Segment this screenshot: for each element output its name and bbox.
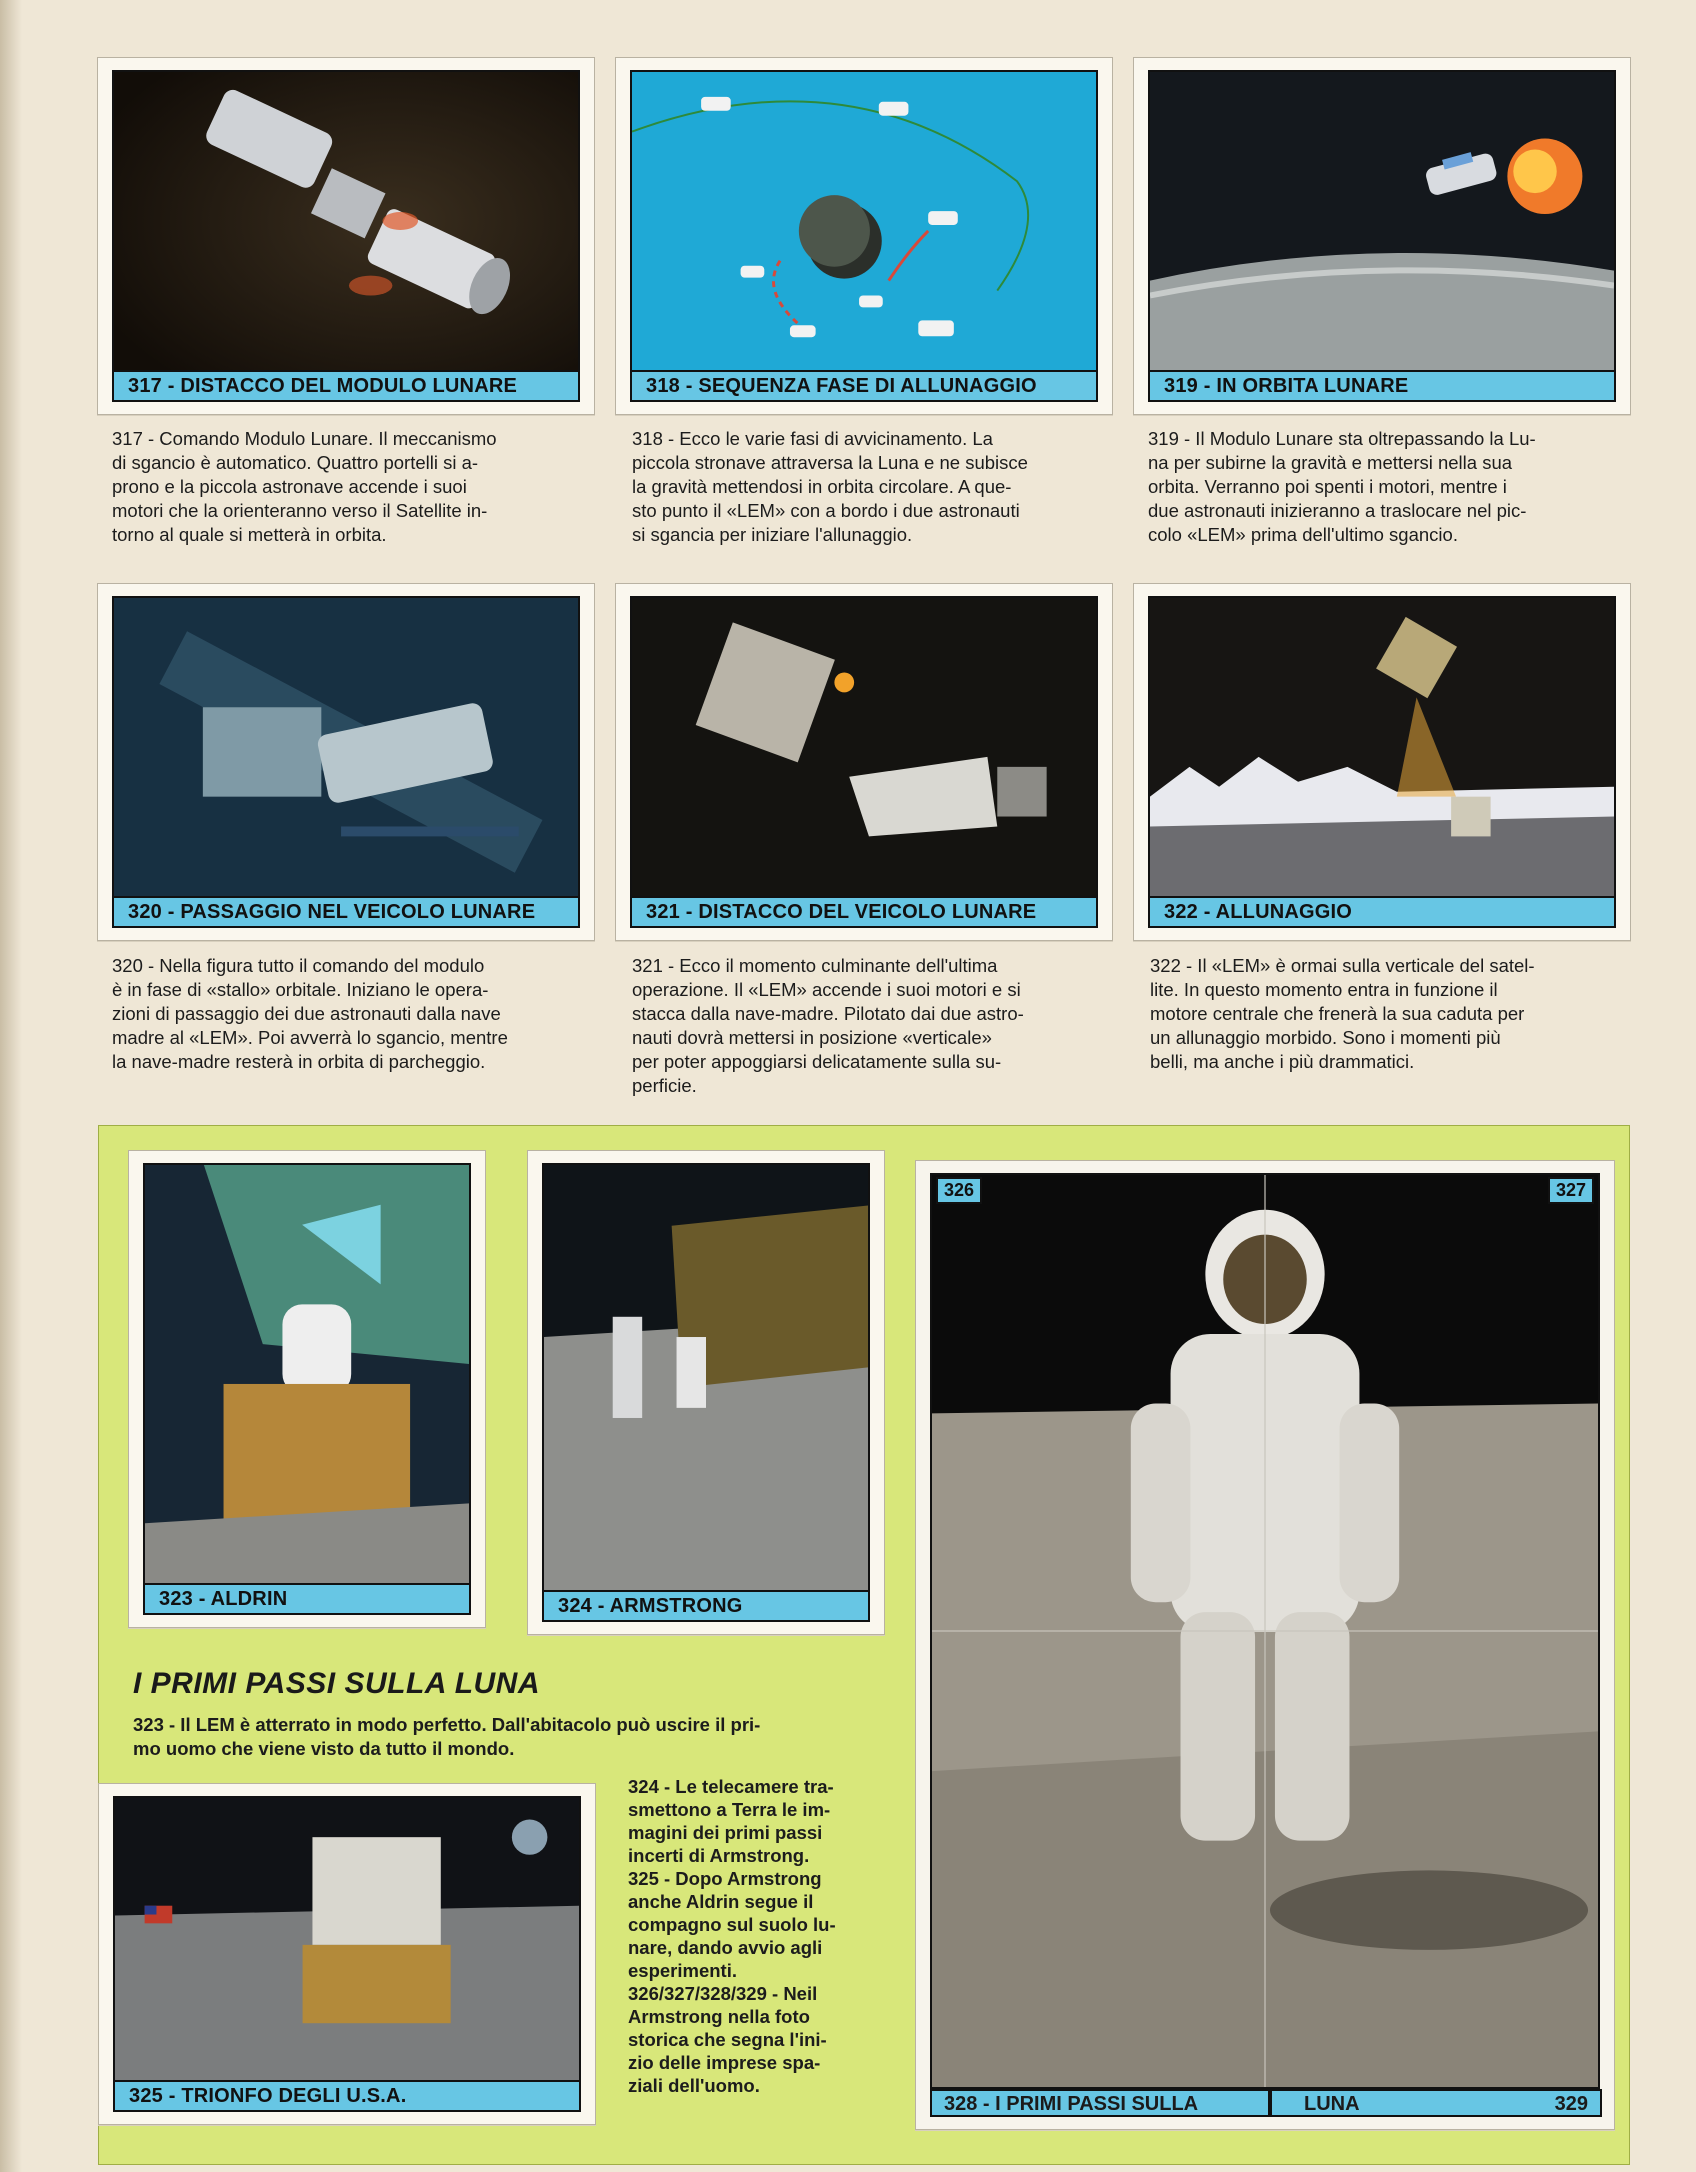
sticker-323 (128, 1150, 486, 1628)
sticker-326-329 (915, 1160, 1615, 2130)
section-intro: 323 - Il LEM è atterrato in modo perfetto. Dall'abitacolo può uscire il pri- mo uomo che viene visto da tutto il mondo. (133, 1714, 761, 1759)
astronaut-ladder-image (143, 1163, 471, 1585)
sticker-caption: 323 - ALDRIN (143, 1585, 471, 1615)
sticker-caption: 322 - ALLUNAGGIO (1148, 898, 1616, 928)
caption-328: 328 - I PRIMI PASSI SULLA (930, 2089, 1270, 2117)
sticker-322 (1133, 583, 1631, 941)
sticker-317 (97, 57, 595, 415)
description-319: 319 - Il Modulo Lunare sta oltrepassando la Lu- na per subirne la gravità e mettersi nella sua orbita. Verranno poi spenti i motori, mentre i due astronauti inizieranno a traslocare nel pic- colo «LEM» prima dell'ultimo sgancio. (1148, 428, 1536, 545)
description-320: 320 - Nella figura tutto il comando del modulo è in fase di «stallo» orbitale. Iniziano le opera- zioni di passaggio dei due astronauti dalla nave madre al «LEM». Poi avverrà lo sgancio, mentre la nave-madre resterà in orbita di parcheggio. (112, 955, 508, 1072)
section-side-text: 324 - Le telecamere tra- smettono a Terra le im- magini dei primi passi incerti di Armstrong. 325 - Dopo Armstrong anche Aldrin segue il compagno sul suolo lu- nare, dando avvio agli esperimenti. 326/327/328/329 - Neil Armstrong nella foto storica che segna l'ini- zio delle imprese spa- ziali dell'uomo. (628, 1776, 836, 2096)
sticker-caption: 325 - TRIONFO DEGLI U.S.A. (113, 2082, 581, 2112)
page-binding-edge (0, 0, 22, 2172)
description-322: 322 - Il «LEM» è ormai sulla verticale del satel- lite. In questo momento entra in funzione il motore centrale che frenerà la sua caduta per un allunaggio morbido. Sono i momenti più belli, ma anche i più drammatici. (1150, 955, 1535, 1072)
flag-lem-image (113, 1796, 581, 2082)
sticker-321 (615, 583, 1113, 941)
astronaut-surface-image (542, 1163, 870, 1592)
lem-separation-image (630, 596, 1098, 898)
sticker-325 (98, 1783, 596, 2125)
sticker-caption: 318 - SEQUENZA FASE DI ALLUNAGGIO (630, 372, 1098, 402)
sticker-319 (1133, 57, 1631, 415)
sticker-caption: 320 - PASSAGGIO NEL VEICOLO LUNARE (112, 898, 580, 928)
landing-sequence-diagram-image (630, 70, 1098, 372)
moon-landing-image (1148, 596, 1616, 898)
description-317: 317 - Comando Modulo Lunare. Il meccanismo di sgancio è automatico. Quattro portelli si a- prono e la piccola astronave accende i suoi motori che la orienteranno verso il Satellite in- torno al quale si metterà in orbita. (112, 428, 497, 545)
description-321: 321 - Ecco il momento culminante dell'ultima operazione. Il «LEM» accende i suoi motori e si stacca dalla nave-madre. Pilotato dai due astro- nauti dovrà mettersi in posizione «verticale» per poter appoggiarsi delicatamente sulla su- perficie. (632, 955, 1024, 1096)
number-329: 329 (1554, 2093, 1588, 2115)
astronaut-on-moon-image (930, 1173, 1600, 2089)
caption-luna-text: LUNA (1304, 2093, 1360, 2115)
caption-329-luna (1270, 2089, 1602, 2117)
sticker-318 (615, 57, 1113, 415)
badge-327: 327 (1548, 1177, 1594, 1204)
sticker-324 (527, 1150, 885, 1635)
description-318: 318 - Ecco le varie fasi di avvicinamento. La piccola stronave attraversa la Luna e ne subisce la gravità mettendosi in orbita circolare. A que- sto punto il «LEM» con a bordo i due astronauti si sgancia per iniziare l'allunaggio. (632, 428, 1028, 545)
sticker-320 (97, 583, 595, 941)
lunar-orbit-image (1148, 70, 1616, 372)
sticker-caption: 324 - ARMSTRONG (542, 1592, 870, 1622)
spacecraft-separation-image (112, 70, 580, 372)
sticker-caption: 321 - DISTACCO DEL VEICOLO LUNARE (630, 898, 1098, 928)
sticker-caption: 319 - IN ORBITA LUNARE (1148, 372, 1616, 402)
docked-modules-image (112, 596, 580, 898)
sticker-caption: 317 - DISTACCO DEL MODULO LUNARE (112, 372, 580, 402)
badge-326: 326 (936, 1177, 982, 1204)
section-title: I PRIMI PASSI SULLA LUNA (133, 1667, 541, 1700)
